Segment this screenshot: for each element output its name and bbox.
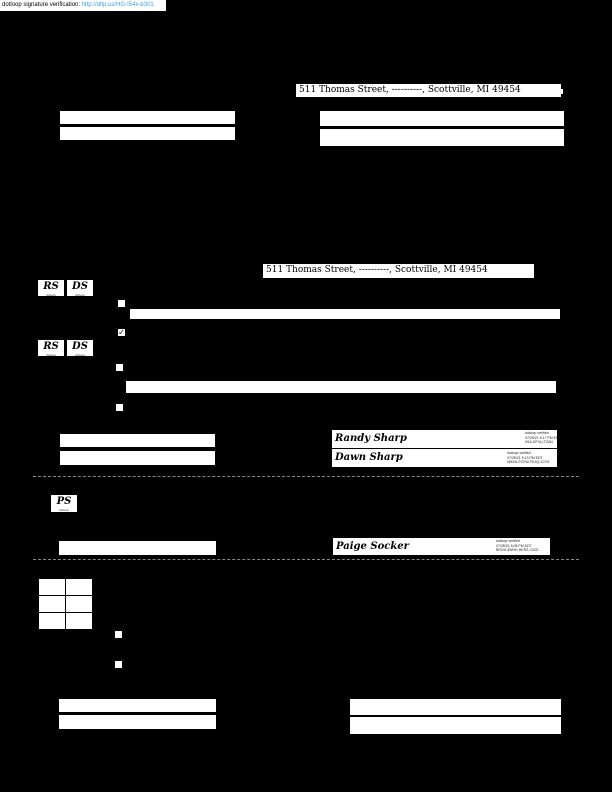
buyer-signature[interactable] [333,538,550,555]
option-text-field-2[interactable] [126,381,556,393]
signature-verification-stamp: dotloop verified 07/28/21 5:13 PM EDT HMSU-FCPW-FK1Q-1CVS [507,451,550,464]
grid-cell[interactable] [66,596,93,613]
property-address-field-2[interactable] [263,264,534,278]
party-name-field-1[interactable] [320,111,564,126]
initials-mark: RS [43,281,59,292]
initials-tag: dotloop [46,293,56,297]
option-checkbox-5[interactable] [115,631,122,638]
seller-signature-1[interactable] [332,430,561,448]
initials-mark: RS [43,341,59,352]
bottom-date-field-2[interactable] [59,715,216,729]
date-field-2[interactable] [60,127,235,140]
party-name-field-2[interactable] [320,129,564,146]
option-checkbox-1[interactable] [118,300,125,307]
seller-date-field-1[interactable] [60,434,215,447]
signature-verification-stamp: dotloop verified 07/28/21 6:08 PM EDT BROH-3WHH-HKRZ-C0ZD [496,539,539,552]
seller-signature-2[interactable] [332,449,557,467]
property-address-field[interactable] [296,84,561,97]
property-address-text-2: 511 Thomas Street, ----------, Scottville, MI 49454 [266,265,488,275]
bottom-date-field-1[interactable] [59,699,216,712]
initials-mark: DS [72,281,88,292]
initials-tag: dotloop [75,353,85,357]
date-field-1[interactable] [60,111,235,124]
buyer-initials-box[interactable] [50,494,78,513]
signature-name: Dawn Sharp [335,452,403,463]
option-checkbox-4[interactable] [116,404,123,411]
initials-tag: dotloop [46,353,56,357]
initials-grid [38,578,93,630]
property-address-text: 511 Thomas Street, ----------, Scottville, MI 49454 [299,85,521,95]
initials-tag: dotloop [75,293,85,297]
grid-cell[interactable] [39,596,66,613]
initials-mark: PS [56,496,72,507]
signature-verification-stamp: dotloop verified 07/28/21 5:17 PM EDT IXIA-GFXU-TZAN [525,431,561,444]
signature-verification-banner [0,0,166,11]
initials-mark: DS [72,341,88,352]
option-checkbox-6[interactable] [115,661,122,668]
section-divider-2 [33,559,579,560]
grid-cell[interactable] [39,613,66,630]
section-divider-1 [33,476,579,477]
seller-initials-box-4[interactable] [66,339,94,357]
initials-tag: dotloop [59,508,69,512]
option-checkbox-2[interactable]: ✓ [118,328,125,337]
signature-name: Randy Sharp [335,433,407,444]
address-field-end-marker [560,89,563,94]
signature-name: Paige Socker [336,541,409,552]
seller-initials-box-1[interactable] [37,279,65,297]
grid-cell[interactable] [39,579,66,596]
bottom-signature-field-2[interactable] [350,717,561,734]
grid-cell[interactable] [66,579,93,596]
option-text-field-1[interactable] [130,309,560,319]
bottom-signature-field-1[interactable] [350,699,561,715]
verification-link[interactable]: http://dtlp.us/HG-I54x-b301 [81,2,154,8]
verification-label: dotloop signature verification: [2,2,82,8]
seller-initials-box-2[interactable] [66,279,94,297]
option-checkbox-3[interactable] [116,364,123,371]
buyer-date-field[interactable] [59,541,216,555]
seller-initials-box-3[interactable] [37,339,65,357]
seller-date-field-2[interactable] [60,451,215,465]
grid-cell[interactable] [66,613,93,630]
